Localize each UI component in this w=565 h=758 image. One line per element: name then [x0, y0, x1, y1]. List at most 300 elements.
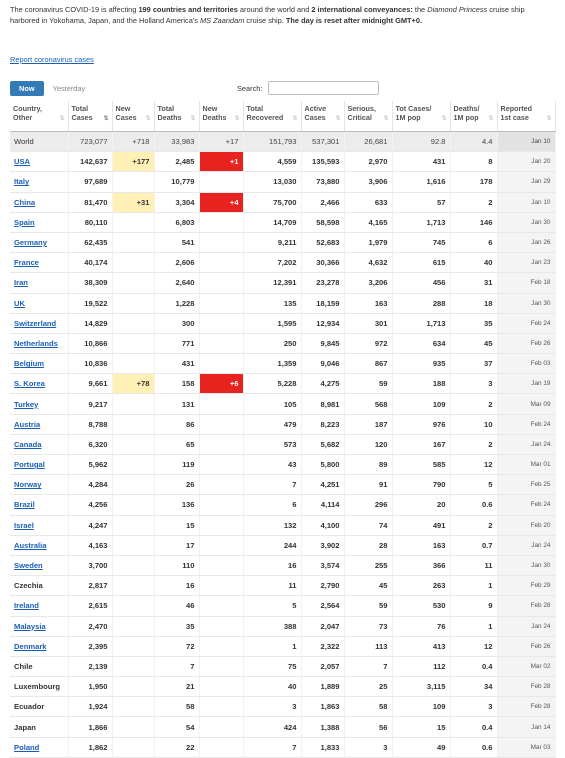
- total-recovered-cell: 5,228: [243, 374, 301, 394]
- country-cell: [10, 152, 68, 172]
- cases-per-million-cell: 491: [392, 515, 450, 535]
- new-deaths-cell: [199, 475, 243, 495]
- country-cell: [10, 455, 68, 475]
- col-label: 1M pop: [453, 113, 479, 122]
- new-deaths-cell: [199, 596, 243, 616]
- total-deaths-cell: 771: [154, 333, 199, 353]
- total-deaths-cell: 2,640: [154, 273, 199, 293]
- reported-first-case-cell: Jan 14: [497, 717, 555, 737]
- total-deaths-cell: 35: [154, 616, 199, 636]
- new-cases-cell: [112, 677, 154, 697]
- sort-icon: ⇅: [292, 116, 298, 122]
- serious-critical-cell: 120: [344, 434, 392, 454]
- reported-first-case-cell: Jan 30: [497, 555, 555, 575]
- col-reported-first-case[interactable]: [497, 101, 555, 132]
- new-cases-cell: [112, 636, 154, 656]
- sort-icon: ⇅: [234, 116, 240, 122]
- new-deaths-cell: [199, 313, 243, 333]
- serious-critical-cell: 56: [344, 717, 392, 737]
- serious-critical-cell: 7: [344, 656, 392, 676]
- col-label: Total: [71, 104, 89, 113]
- table-row: [10, 697, 555, 717]
- new-cases-cell: [112, 656, 154, 676]
- sort-icon: ⇅: [59, 116, 65, 122]
- deaths-per-million-cell: 3: [450, 697, 497, 717]
- total-deaths-cell: 300: [154, 313, 199, 333]
- total-recovered-cell: 250: [243, 333, 301, 353]
- total-cases-cell: 9,217: [68, 394, 112, 414]
- total-deaths-cell: 10,779: [154, 172, 199, 192]
- country-link[interactable]: Canada: [14, 439, 42, 449]
- country-link[interactable]: Denmark: [14, 641, 47, 651]
- total-deaths-cell: 46: [154, 596, 199, 616]
- new-deaths-cell: [199, 555, 243, 575]
- new-deaths-cell: [199, 535, 243, 555]
- total-deaths-cell: 22: [154, 737, 199, 757]
- total-deaths-cell: 136: [154, 495, 199, 515]
- total-cases-cell: 4,256: [68, 495, 112, 515]
- country-cell: [10, 212, 68, 232]
- active-cases-cell: 2,322: [301, 636, 344, 656]
- col-deaths-per-million[interactable]: [450, 101, 497, 132]
- country-link[interactable]: Belgium: [14, 359, 44, 369]
- table-row: [10, 535, 555, 555]
- col-serious-critical[interactable]: [344, 101, 392, 132]
- total-cases-cell: 6,320: [68, 434, 112, 454]
- new-cases-cell: [112, 555, 154, 575]
- total-recovered-cell: 132: [243, 515, 301, 535]
- total-cases-cell: 2,139: [68, 656, 112, 676]
- world-total-row: [10, 132, 555, 152]
- col-label: Active: [304, 104, 327, 113]
- total-recovered-cell: 7,202: [243, 253, 301, 273]
- serious-critical-cell: 45: [344, 576, 392, 596]
- total-recovered-cell: 11: [243, 576, 301, 596]
- serious-critical-cell: 113: [344, 636, 392, 656]
- country-link[interactable]: Malaysia: [14, 621, 46, 631]
- deaths-per-million-cell: 11: [450, 555, 497, 575]
- active-cases-cell: 1,889: [301, 677, 344, 697]
- serious-critical-cell: 58: [344, 697, 392, 717]
- table-row: [10, 576, 555, 596]
- total-cases-cell: 1,950: [68, 677, 112, 697]
- country-link[interactable]: Italy: [14, 177, 30, 187]
- country-name: Luxembourg: [14, 682, 60, 692]
- table-row: [10, 152, 555, 172]
- country-link[interactable]: Portugal: [14, 460, 45, 470]
- col-new-deaths[interactable]: [199, 101, 243, 132]
- col-total-cases[interactable]: [68, 101, 112, 132]
- serious-critical-cell: 89: [344, 455, 392, 475]
- new-cases-cell: [112, 313, 154, 333]
- new-cases-cell: [112, 455, 154, 475]
- country-cell: [10, 596, 68, 616]
- new-cases-cell: [112, 434, 154, 454]
- new-cases-cell: [112, 253, 154, 273]
- total-deaths-cell: 17: [154, 535, 199, 555]
- total-deaths-cell: 26: [154, 475, 199, 495]
- deaths-per-million-cell: 8: [450, 152, 497, 172]
- new-deaths-cell: [199, 677, 243, 697]
- table-row: [10, 636, 555, 656]
- table-row: [10, 293, 555, 313]
- reported-first-case-cell: Mar 01: [497, 455, 555, 475]
- new-deaths-cell: +17: [199, 132, 243, 152]
- cases-per-million-cell: 1,713: [392, 313, 450, 333]
- total-cases-cell: 1,924: [68, 697, 112, 717]
- reported-first-case-cell: Jan 24: [497, 616, 555, 636]
- new-deaths-cell: [199, 455, 243, 475]
- total-cases-cell: 10,866: [68, 333, 112, 353]
- total-recovered-cell: 3: [243, 697, 301, 717]
- reported-first-case-cell: Jan 30: [497, 293, 555, 313]
- total-cases-cell: 4,163: [68, 535, 112, 555]
- col-label: Deaths/: [453, 104, 480, 113]
- active-cases-cell: 5,682: [301, 434, 344, 454]
- active-cases-cell: 537,301: [301, 132, 344, 152]
- new-deaths-cell: [199, 172, 243, 192]
- new-deaths-cell: +6: [199, 374, 243, 394]
- table-row: [10, 394, 555, 414]
- cases-per-million-cell: 57: [392, 192, 450, 212]
- cases-per-million-cell: 3,115: [392, 677, 450, 697]
- table-row: [10, 212, 555, 232]
- col-label: Critical: [347, 113, 372, 122]
- reported-first-case-cell: Jan 24: [497, 535, 555, 555]
- table-row: [10, 737, 555, 757]
- country-link[interactable]: Norway: [14, 480, 42, 490]
- total-cases-cell: 1,862: [68, 737, 112, 757]
- cases-per-million-cell: 188: [392, 374, 450, 394]
- country-link[interactable]: Netherlands: [14, 338, 58, 348]
- new-cases-cell: [112, 737, 154, 757]
- total-cases-cell: 1,866: [68, 717, 112, 737]
- new-deaths-cell: [199, 636, 243, 656]
- country-cell: [10, 737, 68, 757]
- col-label: Recovered: [246, 113, 284, 122]
- total-cases-cell: 80,110: [68, 212, 112, 232]
- reported-first-case-cell: Jan 23: [497, 253, 555, 273]
- serious-critical-cell: 74: [344, 515, 392, 535]
- reported-first-case-cell: Jan 10: [497, 192, 555, 212]
- col-label: Deaths: [202, 113, 227, 122]
- active-cases-cell: 5,800: [301, 455, 344, 475]
- reported-first-case-cell: Jan 19: [497, 374, 555, 394]
- sort-icon: ⇅: [335, 116, 341, 122]
- serious-critical-cell: 633: [344, 192, 392, 212]
- total-deaths-cell: 6,803: [154, 212, 199, 232]
- country-name: Japan: [14, 722, 36, 732]
- new-cases-cell: [112, 333, 154, 353]
- serious-critical-cell: 972: [344, 333, 392, 353]
- country-cell: [10, 253, 68, 273]
- deaths-per-million-cell: 10: [450, 414, 497, 434]
- total-recovered-cell: 6: [243, 495, 301, 515]
- table-row: [10, 455, 555, 475]
- col-cases-per-million[interactable]: [392, 101, 450, 132]
- new-cases-cell: +177: [112, 152, 154, 172]
- reported-first-case-cell: Jan 24: [497, 434, 555, 454]
- reported-first-case-cell: Feb 28: [497, 697, 555, 717]
- reported-first-case-cell: Feb 28: [497, 677, 555, 697]
- country-cell: [10, 515, 68, 535]
- serious-critical-cell: 568: [344, 394, 392, 414]
- country-cell: [10, 333, 68, 353]
- deaths-per-million-cell: 18: [450, 293, 497, 313]
- country-link[interactable]: Austria: [14, 419, 41, 429]
- cases-per-million-cell: 615: [392, 253, 450, 273]
- active-cases-cell: 1,863: [301, 697, 344, 717]
- country-cell: [10, 232, 68, 252]
- deaths-per-million-cell: 12: [450, 636, 497, 656]
- new-deaths-cell: [199, 495, 243, 515]
- day-tabs: [10, 80, 94, 96]
- table-row: [10, 515, 555, 535]
- total-recovered-cell: 9,211: [243, 232, 301, 252]
- reported-first-case-cell: Feb 24: [497, 313, 555, 333]
- new-cases-cell: +718: [112, 132, 154, 152]
- search-label: Search:: [237, 83, 263, 93]
- new-deaths-cell: [199, 737, 243, 757]
- col-label: Cases: [71, 113, 93, 122]
- total-deaths-cell: 119: [154, 455, 199, 475]
- new-cases-cell: [112, 414, 154, 434]
- col-label: Cases: [115, 113, 137, 122]
- country-name: World: [14, 137, 34, 147]
- active-cases-cell: 4,275: [301, 374, 344, 394]
- new-deaths-cell: [199, 232, 243, 252]
- tab-now[interactable]: Now: [10, 81, 44, 96]
- active-cases-cell: 52,683: [301, 232, 344, 252]
- cases-per-million-cell: 15: [392, 717, 450, 737]
- country-link[interactable]: Iran: [14, 278, 28, 288]
- total-cases-cell: 723,077: [68, 132, 112, 152]
- new-cases-cell: [112, 172, 154, 192]
- country-link[interactable]: Sweden: [14, 561, 43, 571]
- table-row: [10, 495, 555, 515]
- country-cell: [10, 192, 68, 212]
- table-row: [10, 475, 555, 495]
- deaths-per-million-cell: 2: [450, 192, 497, 212]
- col-label: Other: [13, 113, 33, 122]
- total-deaths-cell: 58: [154, 697, 199, 717]
- reported-first-case-cell: Jan 20: [497, 152, 555, 172]
- total-deaths-cell: 1,228: [154, 293, 199, 313]
- reported-first-case-cell: Jan 29: [497, 172, 555, 192]
- col-label: 1st case: [500, 113, 529, 122]
- active-cases-cell: 2,047: [301, 616, 344, 636]
- table-row: [10, 656, 555, 676]
- country-cell: [10, 656, 68, 676]
- col-label: New: [115, 104, 131, 113]
- report-cases-link[interactable]: Report coronavirus cases: [10, 55, 94, 64]
- cases-per-million-cell: 263: [392, 576, 450, 596]
- deaths-per-million-cell: 5: [450, 475, 497, 495]
- serious-critical-cell: 4,632: [344, 253, 392, 273]
- total-deaths-cell: 110: [154, 555, 199, 575]
- intro-reset-note: The day is reset after midnight GMT+0.: [285, 16, 423, 25]
- cases-per-million-cell: 456: [392, 273, 450, 293]
- new-cases-cell: [112, 717, 154, 737]
- new-cases-cell: +31: [112, 192, 154, 212]
- new-deaths-cell: [199, 333, 243, 353]
- active-cases-cell: 2,790: [301, 576, 344, 596]
- active-cases-cell: 73,880: [301, 172, 344, 192]
- total-cases-cell: 9,661: [68, 374, 112, 394]
- cases-per-million-cell: 167: [392, 434, 450, 454]
- new-cases-cell: [112, 232, 154, 252]
- col-label: Deaths: [157, 113, 182, 122]
- total-recovered-cell: 151,793: [243, 132, 301, 152]
- country-link[interactable]: UK: [14, 298, 25, 308]
- total-cases-cell: 81,470: [68, 192, 112, 212]
- table-row: [10, 354, 555, 374]
- new-deaths-cell: [199, 273, 243, 293]
- table-row: [10, 172, 555, 192]
- total-recovered-cell: 573: [243, 434, 301, 454]
- reported-first-case-cell: Feb 03: [497, 354, 555, 374]
- table-row: [10, 192, 555, 212]
- total-cases-cell: 3,700: [68, 555, 112, 575]
- new-cases-cell: [112, 354, 154, 374]
- search-area: [237, 80, 379, 96]
- tab-yesterday[interactable]: Yesterday: [52, 83, 86, 93]
- new-cases-cell: [112, 475, 154, 495]
- deaths-per-million-cell: 2: [450, 434, 497, 454]
- country-link[interactable]: Poland: [14, 742, 40, 752]
- active-cases-cell: 4,114: [301, 495, 344, 515]
- country-link[interactable]: USA: [14, 157, 31, 167]
- reported-first-case-cell: Feb 25: [497, 475, 555, 495]
- new-deaths-cell: [199, 293, 243, 313]
- total-deaths-cell: 72: [154, 636, 199, 656]
- reported-first-case-cell: Jan 10: [497, 132, 555, 152]
- deaths-per-million-cell: 4.4: [450, 132, 497, 152]
- country-cell: [10, 535, 68, 555]
- country-link[interactable]: Switzerland: [14, 318, 57, 328]
- active-cases-cell: 9,046: [301, 354, 344, 374]
- sort-icon: ⇅: [383, 116, 389, 122]
- country-cell: [10, 697, 68, 717]
- intro-part: cruise ship harbored in Yokohama, Japan, and the Holland America's: [10, 5, 525, 25]
- cases-per-million-cell: 112: [392, 656, 450, 676]
- deaths-per-million-cell: 146: [450, 212, 497, 232]
- search-input[interactable]: [268, 81, 379, 95]
- intro-countries-count: 199 countries and territories: [138, 5, 238, 14]
- active-cases-cell: 23,278: [301, 273, 344, 293]
- cases-per-million-cell: 745: [392, 232, 450, 252]
- table-row: [10, 555, 555, 575]
- active-cases-cell: 2,057: [301, 656, 344, 676]
- country-cell: [10, 273, 68, 293]
- country-link[interactable]: Germany: [14, 238, 47, 248]
- total-recovered-cell: 16: [243, 555, 301, 575]
- total-deaths-cell: 2,606: [154, 253, 199, 273]
- col-active-cases[interactable]: [301, 101, 344, 132]
- reported-first-case-cell: Feb 29: [497, 576, 555, 596]
- country-link[interactable]: Spain: [14, 217, 35, 227]
- total-cases-cell: 8,788: [68, 414, 112, 434]
- country-cell: [10, 394, 68, 414]
- deaths-per-million-cell: 3: [450, 374, 497, 394]
- deaths-per-million-cell: 40: [450, 253, 497, 273]
- reported-first-case-cell: Mar 09: [497, 394, 555, 414]
- total-recovered-cell: 388: [243, 616, 301, 636]
- country-link[interactable]: Brazil: [14, 500, 35, 510]
- total-cases-cell: 2,470: [68, 616, 112, 636]
- col-total-recovered[interactable]: [243, 101, 301, 132]
- sort-icon: ⇅: [488, 116, 494, 122]
- serious-critical-cell: 3,906: [344, 172, 392, 192]
- total-cases-cell: 19,522: [68, 293, 112, 313]
- serious-critical-cell: 1,979: [344, 232, 392, 252]
- total-cases-cell: 40,174: [68, 253, 112, 273]
- country-link[interactable]: China: [14, 197, 36, 207]
- cases-per-million-cell: 976: [392, 414, 450, 434]
- new-deaths-cell: +1: [199, 152, 243, 172]
- reported-first-case-cell: Mar 02: [497, 656, 555, 676]
- deaths-per-million-cell: 37: [450, 354, 497, 374]
- col-new-cases[interactable]: [112, 101, 154, 132]
- col-total-deaths[interactable]: [154, 101, 199, 132]
- sort-icon: ⇅: [145, 116, 151, 122]
- country-name: Chile: [14, 661, 33, 671]
- reported-first-case-cell: Feb 26: [497, 636, 555, 656]
- col-country[interactable]: [10, 101, 68, 132]
- reported-first-case-cell: Feb 28: [497, 596, 555, 616]
- active-cases-cell: 2,466: [301, 192, 344, 212]
- total-deaths-cell: 158: [154, 374, 199, 394]
- new-deaths-cell: [199, 697, 243, 717]
- active-cases-cell: 8,981: [301, 394, 344, 414]
- new-deaths-cell: [199, 253, 243, 273]
- intro-text: [10, 4, 555, 26]
- table-row: [10, 414, 555, 434]
- country-link[interactable]: Australia: [14, 540, 47, 550]
- reported-first-case-cell: Jan 26: [497, 232, 555, 252]
- total-recovered-cell: 1,595: [243, 313, 301, 333]
- active-cases-cell: 9,845: [301, 333, 344, 353]
- serious-critical-cell: 26,681: [344, 132, 392, 152]
- reported-first-case-cell: Feb 20: [497, 515, 555, 535]
- total-deaths-cell: 15: [154, 515, 199, 535]
- cases-table: [10, 101, 556, 758]
- country-link[interactable]: Ireland: [14, 601, 39, 611]
- total-deaths-cell: 54: [154, 717, 199, 737]
- total-recovered-cell: 424: [243, 717, 301, 737]
- deaths-per-million-cell: 45: [450, 333, 497, 353]
- country-link[interactable]: Israel: [14, 520, 34, 530]
- total-deaths-cell: 33,983: [154, 132, 199, 152]
- total-deaths-cell: 3,304: [154, 192, 199, 212]
- deaths-per-million-cell: 9: [450, 596, 497, 616]
- total-deaths-cell: 2,485: [154, 152, 199, 172]
- reported-first-case-cell: Feb 24: [497, 495, 555, 515]
- total-recovered-cell: 7: [243, 475, 301, 495]
- country-link[interactable]: France: [14, 258, 39, 268]
- active-cases-cell: 18,159: [301, 293, 344, 313]
- col-label: Total: [157, 104, 175, 113]
- table-row: [10, 313, 555, 333]
- cases-per-million-cell: 790: [392, 475, 450, 495]
- total-cases-cell: 2,615: [68, 596, 112, 616]
- country-link[interactable]: Turkey: [14, 399, 39, 409]
- serious-critical-cell: 4,165: [344, 212, 392, 232]
- deaths-per-million-cell: 178: [450, 172, 497, 192]
- total-recovered-cell: 135: [243, 293, 301, 313]
- cases-per-million-cell: 530: [392, 596, 450, 616]
- country-link[interactable]: S. Korea: [14, 379, 45, 389]
